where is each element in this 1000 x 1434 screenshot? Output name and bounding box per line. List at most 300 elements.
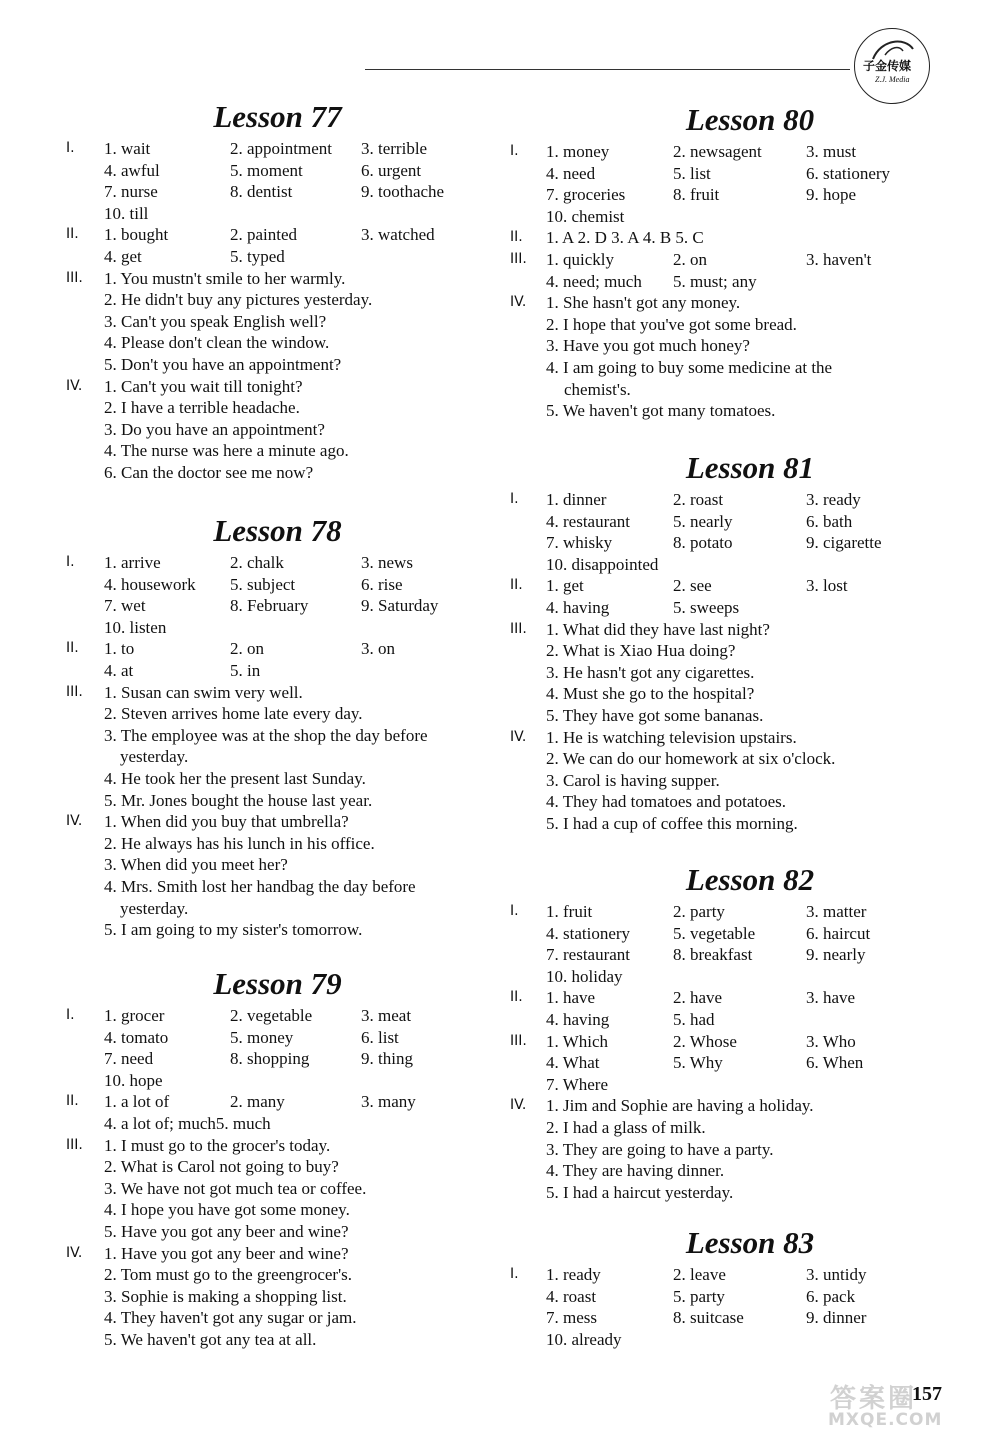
answer-row xyxy=(0,1264,500,1286)
answer-item: 6. list xyxy=(361,1027,399,1047)
answer-item: 1. a lot of xyxy=(104,1092,170,1112)
answer-item: 7. need xyxy=(104,1049,154,1069)
answer-row xyxy=(500,379,1000,401)
answer-row xyxy=(0,1178,500,1200)
answer-item: 5. had xyxy=(673,1009,715,1029)
answer-row xyxy=(0,1221,500,1243)
answer-item: 5. in xyxy=(230,660,261,680)
answer-sentence: 2. He didn't buy any pictures yesterday. xyxy=(104,290,373,310)
answer-row xyxy=(0,703,500,725)
answer-row xyxy=(500,944,1000,966)
answer-sentence: 2. Steven arrives home late every day. xyxy=(104,704,363,724)
answer-item: 9. dinner xyxy=(806,1308,867,1328)
section-numeral: I. xyxy=(66,1007,75,1023)
answer-item: 4. housework xyxy=(104,574,196,594)
answer-row xyxy=(0,160,500,182)
answer-row xyxy=(0,768,500,790)
answer-sentence: 4. Please don't clean the window. xyxy=(104,333,330,353)
answer-row xyxy=(500,770,1000,792)
answer-item: 8. dentist xyxy=(230,182,293,202)
answer-item: 2. roast xyxy=(673,490,724,509)
answer-item: 4. need; much xyxy=(546,271,642,291)
answer-sentence: 4. The nurse was here a minute ago. xyxy=(104,441,349,461)
answer-sentence: 1. Have you got any beer and wine? xyxy=(104,1243,349,1263)
answer-row xyxy=(0,1005,500,1027)
answer-item: 3. have xyxy=(806,988,856,1008)
answer-item: 2. party xyxy=(673,902,725,921)
answer-item: 6. rise xyxy=(361,574,403,594)
answer-sentence: chemist's. xyxy=(564,379,631,399)
answer-item: 4. What xyxy=(546,1053,600,1073)
watermark-bottom-text: MXQE.COM xyxy=(828,1410,943,1430)
answer-row xyxy=(0,574,500,596)
answer-row xyxy=(0,332,500,354)
answer-item: 6. bath xyxy=(806,511,853,531)
answer-row xyxy=(500,727,1000,749)
answer-item: 2. chalk xyxy=(230,553,284,572)
answer-item: 6. urgent xyxy=(361,160,422,180)
answer-item: 4. at xyxy=(104,660,134,680)
lesson-title: Lesson 81 xyxy=(685,450,815,485)
answer-item: 7. Where xyxy=(546,1074,608,1094)
answer-item: 3. Who xyxy=(806,1031,856,1051)
answer-sentence: 5. We haven't got many tomatoes. xyxy=(546,401,776,421)
answer-sentence: 4. I hope you have got some money. xyxy=(104,1200,350,1220)
answer-row xyxy=(500,1009,1000,1031)
answer-row xyxy=(0,181,500,203)
answer-item: 2. on xyxy=(230,639,264,659)
lesson-block xyxy=(500,99,1000,422)
answer-item: 4. need xyxy=(546,163,596,183)
answer-item: 5. vegetable xyxy=(673,923,756,943)
watermark xyxy=(818,1378,993,1428)
answer-row xyxy=(0,246,500,268)
answer-sentence: 3. Can't you speak English well? xyxy=(104,311,327,331)
answer-item: 2. on xyxy=(673,249,707,269)
answer-row xyxy=(0,1113,500,1135)
answer-row xyxy=(500,511,1000,533)
answer-sentence: 1. He is watching television upstairs. xyxy=(546,727,797,747)
answer-row xyxy=(500,335,1000,357)
answer-sentence: yesterday. xyxy=(120,898,189,918)
watermark-top-text: 答案圈 xyxy=(830,1384,918,1414)
answer-row xyxy=(500,1031,1000,1053)
answer-row xyxy=(0,854,500,876)
answer-item: 10. hope xyxy=(104,1070,163,1090)
answer-row xyxy=(500,662,1000,684)
answer-row xyxy=(0,682,500,704)
answer-row xyxy=(500,705,1000,727)
answer-sentence: 5. Don't you have an appointment? xyxy=(104,354,342,374)
answer-sentence: 4. Mrs. Smith lost her handbag the day before xyxy=(104,876,416,896)
answer-item: 9. hope xyxy=(806,185,857,205)
answer-row xyxy=(500,1307,1000,1329)
section-numeral: IV. xyxy=(510,1097,527,1114)
answer-row xyxy=(500,987,1000,1009)
section-numeral: IV. xyxy=(510,728,527,745)
logo-subtext: Z.J. Media xyxy=(875,75,910,84)
answer-row xyxy=(0,419,500,441)
section-numeral: I. xyxy=(66,140,75,156)
answer-row xyxy=(500,1117,1000,1139)
lesson-block xyxy=(0,96,500,484)
answer-sentence: 4. Must she go to the hospital? xyxy=(546,684,755,704)
answer-item: 7. restaurant xyxy=(546,945,631,965)
section-numeral: IV. xyxy=(510,294,527,311)
answer-row xyxy=(0,552,500,574)
answer-row xyxy=(0,1329,500,1351)
answer-item: 6. When xyxy=(806,1053,864,1073)
answer-sentence: 5. I had a haircut yesterday. xyxy=(546,1182,734,1202)
answer-row xyxy=(500,1052,1000,1074)
lesson-block xyxy=(500,1222,1000,1350)
answer-row xyxy=(0,462,500,484)
answer-row xyxy=(0,1199,500,1221)
answer-row xyxy=(0,1070,500,1092)
answer-item: 4. having xyxy=(546,1009,610,1029)
answer-row xyxy=(0,203,500,225)
answer-sentence: 6. Can the doctor see me now? xyxy=(104,462,314,482)
answer-row xyxy=(0,224,500,246)
answer-row xyxy=(500,901,1000,923)
answer-sentence: 1. A 2. D 3. A 4. B 5. C xyxy=(546,228,704,248)
answer-sentence: 5. I had a cup of coffee this morning. xyxy=(546,813,798,833)
answer-sentence: 3. Carol is having supper. xyxy=(546,770,720,790)
answer-row xyxy=(0,376,500,398)
answer-row xyxy=(500,966,1000,988)
answer-sentence: 4. a lot of; much5. much xyxy=(104,1113,271,1133)
answer-item: 1. bought xyxy=(104,225,169,245)
answer-row xyxy=(500,597,1000,619)
answer-item: 8. potato xyxy=(673,533,733,553)
answer-row xyxy=(0,440,500,462)
answer-item: 3. matter xyxy=(806,902,867,921)
answer-row xyxy=(500,141,1000,163)
answer-sentence: 4. They are having dinner. xyxy=(546,1161,725,1181)
answer-item: 7. nurse xyxy=(104,182,158,202)
answer-row xyxy=(500,1182,1000,1204)
section-numeral: IV. xyxy=(66,377,83,394)
answer-item: 5. must; any xyxy=(673,271,757,291)
section-numeral: III. xyxy=(510,1032,527,1049)
answer-row xyxy=(500,206,1000,228)
answer-item: 10. holiday xyxy=(546,966,623,986)
answer-sentence: 3. When did you meet her? xyxy=(104,855,288,875)
answer-item: 4. tomato xyxy=(104,1027,169,1047)
section-numeral: III. xyxy=(510,620,527,637)
answer-row xyxy=(500,748,1000,770)
answer-row xyxy=(500,1286,1000,1308)
answer-item: 10. chemist xyxy=(546,206,625,226)
answer-row xyxy=(500,1139,1000,1161)
answer-sentence: 1. What did they have last night? xyxy=(546,619,770,639)
answer-sentence: 1. I must go to the grocer's today. xyxy=(104,1135,331,1155)
answer-item: 5. party xyxy=(673,1286,725,1306)
answer-item: 2. newsagent xyxy=(673,142,762,161)
answer-sentence: 5. We haven't got any tea at all. xyxy=(104,1329,317,1349)
lesson-block xyxy=(0,510,500,941)
answer-row xyxy=(0,595,500,617)
answer-row xyxy=(0,1156,500,1178)
answer-item: 3. watched xyxy=(361,225,435,245)
answer-row xyxy=(0,138,500,160)
answer-item: 2. appointment xyxy=(230,139,332,158)
answer-row xyxy=(0,790,500,812)
answer-sentence: 4. He took her the present last Sunday. xyxy=(104,768,366,788)
lesson-block xyxy=(0,963,500,1351)
answer-row xyxy=(0,1048,500,1070)
answer-row xyxy=(500,1160,1000,1182)
answer-item: 9. cigarette xyxy=(806,533,882,553)
answer-item: 8. shopping xyxy=(230,1049,310,1069)
answer-row xyxy=(0,1135,500,1157)
answer-item: 2. leave xyxy=(673,1265,726,1284)
answer-sentence: 2. I hope that you've got some bread. xyxy=(546,314,797,334)
answer-item: 9. thing xyxy=(361,1049,413,1069)
section-numeral: III. xyxy=(66,683,83,700)
answer-row xyxy=(500,554,1000,576)
answer-sentence: 5. They have got some bananas. xyxy=(546,705,764,725)
answer-row xyxy=(500,640,1000,662)
answer-item: 6. stationery xyxy=(806,163,891,183)
answer-sentence: 4. They haven't got any sugar or jam. xyxy=(104,1308,357,1328)
answer-row xyxy=(0,811,500,833)
logo-text: 子金传媒 xyxy=(863,59,912,73)
answer-sentence: 3. Have you got much honey? xyxy=(546,336,750,356)
section-numeral: II. xyxy=(510,229,523,246)
answer-item: 10. disappointed xyxy=(546,554,659,574)
answer-sentence: 3. He hasn't got any cigarettes. xyxy=(546,662,755,682)
answer-item: 3. haven't xyxy=(806,249,872,269)
answer-item: 1. dinner xyxy=(546,490,607,509)
answer-row xyxy=(500,813,1000,835)
answer-item: 8. February xyxy=(230,596,309,616)
answer-item: 3. untidy xyxy=(806,1265,867,1284)
answer-row xyxy=(0,833,500,855)
answer-item: 3. ready xyxy=(806,490,861,509)
answer-row xyxy=(500,489,1000,511)
answer-item: 3. meat xyxy=(361,1006,412,1025)
answer-item: 1. ready xyxy=(546,1265,601,1284)
answer-row xyxy=(500,791,1000,813)
answer-row xyxy=(0,617,500,639)
answer-item: 5. moment xyxy=(230,160,303,180)
lesson-block xyxy=(500,447,1000,835)
section-numeral: IV. xyxy=(66,813,83,830)
answer-row xyxy=(500,163,1000,185)
answer-item: 5. subject xyxy=(230,574,296,594)
answer-row xyxy=(500,271,1000,293)
answer-item: 3. news xyxy=(361,553,413,572)
answer-item: 3. terrible xyxy=(361,139,428,158)
answer-row xyxy=(500,575,1000,597)
answer-item: 4. get xyxy=(104,246,142,266)
section-numeral: IV. xyxy=(66,1244,83,1261)
answer-item: 6. pack xyxy=(806,1286,856,1306)
answer-item: 2. see xyxy=(673,576,712,596)
answer-row xyxy=(500,227,1000,249)
answer-sentence: 2. What is Xiao Hua doing? xyxy=(546,641,736,661)
answer-sentence: 2. I have a terrible headache. xyxy=(104,398,300,418)
answer-row xyxy=(500,184,1000,206)
answer-row xyxy=(500,357,1000,379)
answer-row xyxy=(500,1074,1000,1096)
answer-row xyxy=(0,1027,500,1049)
answer-item: 1. to xyxy=(104,639,135,659)
answer-item: 10. till xyxy=(104,203,149,223)
answer-row xyxy=(500,292,1000,314)
answer-item: 1. fruit xyxy=(546,902,593,921)
answer-row xyxy=(0,1091,500,1113)
section-numeral: I. xyxy=(510,143,519,159)
answer-row xyxy=(0,919,500,941)
answer-item: 4. restaurant xyxy=(546,511,631,531)
answer-sentence: 4. I am going to buy some medicine at the xyxy=(546,357,833,377)
answer-sentence: 5. Mr. Jones bought the house last year. xyxy=(104,790,373,810)
section-numeral: III. xyxy=(510,250,527,267)
answer-item: 8. breakfast xyxy=(673,945,753,965)
answer-row xyxy=(0,268,500,290)
answer-sentence: yesterday. xyxy=(120,747,189,767)
answer-item: 1. quickly xyxy=(546,249,614,269)
answer-item: 7. whisky xyxy=(546,533,613,553)
answer-sentence: 2. Tom must go to the greengrocer's. xyxy=(104,1265,353,1285)
answer-sentence: 3. Sophie is making a shopping list. xyxy=(104,1286,347,1306)
answer-row xyxy=(0,1243,500,1265)
lesson-title: Lesson 77 xyxy=(213,99,342,134)
answer-item: 2. vegetable xyxy=(230,1006,313,1025)
section-numeral: I. xyxy=(66,554,75,570)
answer-sentence: 1. Can't you wait till tonight? xyxy=(104,376,303,396)
lesson-title: Lesson 78 xyxy=(213,513,342,548)
answer-item: 9. nearly xyxy=(806,945,866,965)
answer-item: 2. Whose xyxy=(673,1031,737,1051)
answer-sentence: 2. What is Carol not going to buy? xyxy=(104,1157,339,1177)
answer-row xyxy=(0,660,500,682)
answer-sentence: 3. Do you have an appointment? xyxy=(104,419,325,439)
answer-row xyxy=(0,289,500,311)
answer-row xyxy=(0,638,500,660)
answer-row xyxy=(0,725,500,747)
answer-row xyxy=(500,400,1000,422)
answer-sentence: 1. Susan can swim very well. xyxy=(104,682,303,702)
answer-item: 3. many xyxy=(361,1092,416,1112)
answer-row xyxy=(0,1286,500,1308)
right-column xyxy=(500,0,1000,1434)
answer-item: 6. haircut xyxy=(806,923,871,943)
answer-item: 5. list xyxy=(673,163,711,183)
answer-item: 1. get xyxy=(546,576,584,596)
answer-item: 5. Why xyxy=(673,1053,723,1073)
answer-item: 5. sweeps xyxy=(673,597,740,617)
lesson-title: Lesson 80 xyxy=(685,102,815,137)
answer-item: 1. Which xyxy=(546,1031,609,1051)
answer-row xyxy=(500,1329,1000,1351)
answer-row xyxy=(500,683,1000,705)
answer-item: 4. roast xyxy=(546,1286,597,1306)
answer-row xyxy=(0,354,500,376)
answer-item: 5. money xyxy=(230,1027,294,1047)
answer-row xyxy=(0,746,500,768)
answer-item: 3. on xyxy=(361,639,395,659)
answer-sentence: 1. She hasn't got any money. xyxy=(546,293,741,313)
section-numeral: II. xyxy=(66,226,79,243)
lesson-block xyxy=(500,859,1000,1203)
answer-row xyxy=(500,249,1000,271)
answer-item: 2. have xyxy=(673,988,723,1008)
answer-sentence: 1. When did you buy that umbrella? xyxy=(104,812,349,832)
answer-item: 7. groceries xyxy=(546,185,626,205)
answer-item: 9. Saturday xyxy=(361,596,439,616)
answer-item: 1. have xyxy=(546,988,596,1008)
answer-sentence: 2. He always has his lunch in his office. xyxy=(104,833,375,853)
answer-item: 8. fruit xyxy=(673,185,720,205)
answer-item: 10. listen xyxy=(104,617,167,637)
answer-item: 2. painted xyxy=(230,225,298,245)
answer-row xyxy=(0,1307,500,1329)
answer-row xyxy=(500,923,1000,945)
answer-item: 5. typed xyxy=(230,246,285,266)
answer-row xyxy=(500,1264,1000,1286)
answer-item: 10. already xyxy=(546,1329,622,1349)
answer-row xyxy=(500,314,1000,336)
answer-sentence: 2. I had a glass of milk. xyxy=(546,1117,706,1137)
answer-item: 4. awful xyxy=(104,160,160,180)
answer-sentence: 2. We can do our homework at six o'clock. xyxy=(546,749,836,769)
answer-sentence: 4. They had tomatoes and potatoes. xyxy=(546,792,786,812)
page-number: 157 xyxy=(912,1383,942,1405)
answer-item: 7. wet xyxy=(104,596,146,616)
answer-sentence: 3. We have not got much tea or coffee. xyxy=(104,1178,367,1198)
answer-item: 2. many xyxy=(230,1092,285,1112)
section-numeral: III. xyxy=(66,1136,83,1153)
answer-row xyxy=(0,311,500,333)
answer-item: 9. toothache xyxy=(361,182,445,202)
answer-item: 5. nearly xyxy=(673,511,733,531)
section-numeral: III. xyxy=(66,269,83,286)
answer-row xyxy=(500,532,1000,554)
answer-item: 1. money xyxy=(546,142,610,161)
section-numeral: I. xyxy=(510,1266,519,1282)
answer-sentence: 5. I am going to my sister's tomorrow. xyxy=(104,920,363,940)
answer-item: 4. stationery xyxy=(546,923,631,943)
section-numeral: I. xyxy=(510,491,519,507)
lesson-title: Lesson 83 xyxy=(685,1225,815,1260)
answer-item: 8. suitcase xyxy=(673,1308,744,1328)
answer-row xyxy=(500,619,1000,641)
answer-item: 1. wait xyxy=(104,139,151,158)
answer-row xyxy=(500,1095,1000,1117)
section-numeral: I. xyxy=(510,903,519,919)
answer-row xyxy=(0,397,500,419)
lesson-title: Lesson 82 xyxy=(685,862,815,897)
answer-item: 4. having xyxy=(546,597,610,617)
answer-item: 1. grocer xyxy=(104,1006,165,1025)
answer-item: 7. mess xyxy=(546,1308,597,1328)
section-numeral: II. xyxy=(66,1093,79,1110)
section-numeral: II. xyxy=(510,989,523,1006)
section-numeral: II. xyxy=(510,577,523,594)
answer-row xyxy=(0,876,500,898)
answer-row xyxy=(0,898,500,920)
lesson-title: Lesson 79 xyxy=(213,966,342,1001)
answer-sentence: 1. Jim and Sophie are having a holiday. xyxy=(546,1096,814,1116)
answer-sentence: 3. The employee was at the shop the day before xyxy=(104,725,428,745)
answer-sentence: 3. They are going to have a party. xyxy=(546,1139,774,1159)
answer-sentence: 5. Have you got any beer and wine? xyxy=(104,1221,349,1241)
answer-sentence: 1. You mustn't smile to her warmly. xyxy=(104,268,346,288)
answer-item: 1. arrive xyxy=(104,553,161,572)
